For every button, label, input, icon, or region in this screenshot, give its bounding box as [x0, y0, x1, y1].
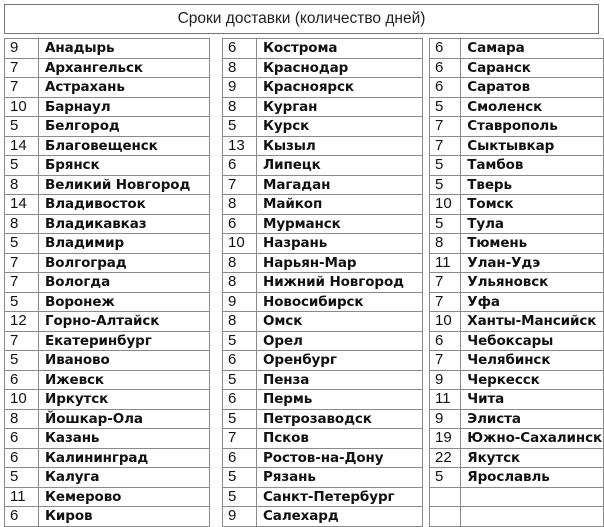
city-name-cell: Барнаул: [39, 97, 210, 117]
table-row: [430, 97, 604, 117]
table-row: [430, 351, 604, 371]
delivery-days-cell: 5: [5, 234, 39, 254]
city-name-cell: Якутск: [461, 448, 604, 468]
city-name-cell: Липецк: [257, 156, 423, 176]
delivery-days-cell: 5: [5, 156, 39, 176]
delivery-days-cell: 5: [5, 351, 39, 371]
city-name-cell: Калуга: [39, 468, 210, 488]
city-name-cell: Петрозаводск: [257, 409, 423, 429]
table-row: [430, 292, 604, 312]
city-name-cell: Вологда: [39, 273, 210, 293]
city-name-cell: Великий Новгород: [39, 175, 210, 195]
table-row: [430, 331, 604, 351]
city-name-cell: Краснодар: [257, 58, 423, 78]
table-row: [223, 117, 423, 137]
city-name-cell: Кострома: [257, 39, 423, 59]
delivery-days-cell: 5: [223, 468, 257, 488]
table-row: [430, 156, 604, 176]
delivery-days-cell: 13: [223, 136, 257, 156]
table-row: [5, 195, 210, 215]
city-name-cell: Салехард: [257, 507, 423, 527]
delivery-days-cell: 8: [5, 214, 39, 234]
delivery-days-cell: 6: [430, 331, 461, 351]
delivery-table-column-3: [429, 38, 604, 527]
delivery-days-cell: 5: [223, 117, 257, 137]
delivery-days-cell: 6: [5, 429, 39, 449]
delivery-days-cell: 22: [430, 448, 461, 468]
table-row: [223, 487, 423, 507]
table-row: [223, 448, 423, 468]
table-row: [430, 214, 604, 234]
city-name-cell: Смоленск: [461, 97, 604, 117]
table-row: [5, 253, 210, 273]
delivery-days-cell: 6: [5, 370, 39, 390]
city-name-cell: Ханты-Мансийск: [461, 312, 604, 332]
table-row: [223, 234, 423, 254]
city-name-cell: Новосибирск: [257, 292, 423, 312]
table-row: [430, 390, 604, 410]
table-row: [5, 487, 210, 507]
delivery-days-cell: 9: [5, 39, 39, 59]
delivery-days-cell: 11: [430, 253, 461, 273]
city-name-cell: Уфа: [461, 292, 604, 312]
delivery-days-cell: 11: [5, 487, 39, 507]
city-name-cell: Курск: [257, 117, 423, 137]
delivery-days-cell: 8: [223, 58, 257, 78]
table-row: [223, 351, 423, 371]
city-name-cell: Киров: [39, 507, 210, 527]
city-name-cell: Архангельск: [39, 58, 210, 78]
city-name-cell: Саранск: [461, 58, 604, 78]
city-name-cell: Кемерово: [39, 487, 210, 507]
city-name-cell: Мурманск: [257, 214, 423, 234]
table-row: [223, 331, 423, 351]
city-name-cell: Томск: [461, 195, 604, 215]
city-name-cell: Ростов-на-Дону: [257, 448, 423, 468]
delivery-days-cell: 5: [430, 214, 461, 234]
table-row: [5, 136, 210, 156]
table-row: [223, 97, 423, 117]
delivery-days-cell: 7: [5, 273, 39, 293]
delivery-days-cell: 7: [5, 253, 39, 273]
table-row: [223, 156, 423, 176]
table-row: [223, 292, 423, 312]
delivery-days-cell: 6: [223, 39, 257, 59]
city-name-cell: Челябинск: [461, 351, 604, 371]
delivery-days-cell: 5: [223, 409, 257, 429]
table-row: [430, 468, 604, 488]
city-name-cell: Орел: [257, 331, 423, 351]
table-row: [430, 195, 604, 215]
city-name-cell: Рязань: [257, 468, 423, 488]
table-row: [223, 409, 423, 429]
city-name-cell: Санкт-Петербург: [257, 487, 423, 507]
table-row: [430, 78, 604, 98]
city-name-cell: Екатеринбург: [39, 331, 210, 351]
city-name-cell: Ярославль: [461, 468, 604, 488]
city-name-cell: Анадырь: [39, 39, 210, 59]
delivery-days-cell: 7: [223, 175, 257, 195]
table-row: [223, 195, 423, 215]
delivery-days-cell: 7: [223, 429, 257, 449]
table-row: [223, 58, 423, 78]
city-name-cell: Казань: [39, 429, 210, 449]
table-row: [5, 390, 210, 410]
delivery-days-cell: 10: [430, 312, 461, 332]
table-row: [223, 273, 423, 293]
city-name-cell: Калининград: [39, 448, 210, 468]
delivery-days-cell: 11: [430, 390, 461, 410]
city-name-cell: Волгоград: [39, 253, 210, 273]
table-row: [5, 351, 210, 371]
table-row: [5, 370, 210, 390]
table-row: [5, 273, 210, 293]
table-row: [430, 58, 604, 78]
city-name-cell: Белгород: [39, 117, 210, 137]
city-name-cell: Омск: [257, 312, 423, 332]
city-name-cell: Воронеж: [39, 292, 210, 312]
city-name-cell: Ижевск: [39, 370, 210, 390]
delivery-days-cell: 5: [5, 117, 39, 137]
table-row: [5, 448, 210, 468]
delivery-days-cell: 7: [430, 292, 461, 312]
table-row: [430, 39, 604, 59]
delivery-days-cell: 9: [430, 409, 461, 429]
delivery-days-cell: 6: [223, 214, 257, 234]
table-row: [5, 39, 210, 59]
delivery-days-cell: [430, 487, 461, 507]
table-row: [223, 370, 423, 390]
city-name-cell: Улан-Удэ: [461, 253, 604, 273]
table-row: [223, 253, 423, 273]
table-row: [430, 117, 604, 137]
city-name-cell: Ульяновск: [461, 273, 604, 293]
delivery-days-cell: 9: [223, 292, 257, 312]
delivery-days-cell: 5: [223, 487, 257, 507]
delivery-days-cell: 6: [5, 507, 39, 527]
delivery-days-cell: 19: [430, 429, 461, 449]
table-row: [430, 448, 604, 468]
city-name-cell: Ставрополь: [461, 117, 604, 137]
delivery-days-cell: 6: [430, 78, 461, 98]
table-row: [5, 175, 210, 195]
table-row: [5, 58, 210, 78]
table-row: [223, 39, 423, 59]
city-name-cell: Кызыл: [257, 136, 423, 156]
delivery-days-cell: 8: [223, 253, 257, 273]
city-name-cell: [461, 487, 604, 507]
city-name-cell: Благовещенск: [39, 136, 210, 156]
city-name-cell: Тюмень: [461, 234, 604, 254]
delivery-days-cell: 8: [5, 409, 39, 429]
table-row: [430, 175, 604, 195]
delivery-days-cell: 7: [430, 273, 461, 293]
city-name-cell: Горно-Алтайск: [39, 312, 210, 332]
delivery-days-cell: 7: [430, 117, 461, 137]
table-row: [5, 429, 210, 449]
table-row: [430, 253, 604, 273]
delivery-days-cell: 7: [430, 136, 461, 156]
delivery-days-cell: 14: [5, 136, 39, 156]
delivery-days-cell: 14: [5, 195, 39, 215]
table-row: [430, 507, 604, 527]
table-row: [5, 214, 210, 234]
table-row: [223, 78, 423, 98]
delivery-days-cell: 5: [5, 292, 39, 312]
delivery-days-cell: 5: [430, 97, 461, 117]
city-name-cell: Красноярск: [257, 78, 423, 98]
delivery-days-cell: 5: [430, 175, 461, 195]
delivery-days-cell: 7: [430, 351, 461, 371]
table-row: [5, 292, 210, 312]
delivery-days-cell: 6: [223, 448, 257, 468]
city-name-cell: Саратов: [461, 78, 604, 98]
table-row: [430, 234, 604, 254]
table-row: [5, 234, 210, 254]
delivery-days-cell: 9: [223, 507, 257, 527]
delivery-days-cell: 12: [5, 312, 39, 332]
delivery-days-cell: 8: [223, 312, 257, 332]
table-row: [5, 468, 210, 488]
city-name-cell: Псков: [257, 429, 423, 449]
delivery-days-cell: 5: [223, 331, 257, 351]
city-name-cell: Нижний Новгород: [257, 273, 423, 293]
table-row: [430, 429, 604, 449]
table-row: [5, 312, 210, 332]
table-row: [223, 507, 423, 527]
delivery-days-cell: 7: [5, 331, 39, 351]
delivery-days-cell: 8: [223, 195, 257, 215]
delivery-days-cell: 10: [5, 97, 39, 117]
table-row: [430, 487, 604, 507]
table-row: [5, 507, 210, 527]
table-row: [430, 409, 604, 429]
city-name-cell: Пермь: [257, 390, 423, 410]
delivery-days-cell: 9: [430, 370, 461, 390]
table-row: [430, 370, 604, 390]
delivery-days-cell: 5: [430, 156, 461, 176]
table-row: [5, 156, 210, 176]
delivery-days-cell: 8: [223, 273, 257, 293]
table-row: [223, 175, 423, 195]
city-name-cell: Владикавказ: [39, 214, 210, 234]
delivery-days-cell: 6: [430, 58, 461, 78]
delivery-days-cell: 5: [430, 468, 461, 488]
delivery-days-cell: 10: [223, 234, 257, 254]
table-row: [5, 78, 210, 98]
city-name-cell: Чита: [461, 390, 604, 410]
table-title: Сроки доставки (количество дней): [4, 4, 599, 34]
city-name-cell: Сыктывкар: [461, 136, 604, 156]
table-row: [223, 429, 423, 449]
delivery-table-column-2: [222, 38, 423, 527]
city-name-cell: Самара: [461, 39, 604, 59]
delivery-days-cell: 8: [5, 175, 39, 195]
city-name-cell: Курган: [257, 97, 423, 117]
table-row: [223, 214, 423, 234]
delivery-days-cell: 6: [223, 390, 257, 410]
city-name-cell: Пенза: [257, 370, 423, 390]
city-name-cell: Майкоп: [257, 195, 423, 215]
table-row: [430, 136, 604, 156]
city-name-cell: Тверь: [461, 175, 604, 195]
table-row: [223, 390, 423, 410]
delivery-days-cell: 5: [223, 370, 257, 390]
city-name-cell: Иваново: [39, 351, 210, 371]
city-name-cell: Магадан: [257, 175, 423, 195]
delivery-days-cell: 8: [430, 234, 461, 254]
city-name-cell: Чебоксары: [461, 331, 604, 351]
delivery-days-cell: 6: [5, 448, 39, 468]
city-name-cell: Владивосток: [39, 195, 210, 215]
city-name-cell: Назрань: [257, 234, 423, 254]
city-name-cell: Нарьян-Мар: [257, 253, 423, 273]
city-name-cell: Тула: [461, 214, 604, 234]
table-row: [5, 117, 210, 137]
city-name-cell: Тамбов: [461, 156, 604, 176]
city-name-cell: Южно-Сахалинск: [461, 429, 604, 449]
city-name-cell: Оренбург: [257, 351, 423, 371]
delivery-days-cell: 6: [223, 351, 257, 371]
city-name-cell: Астрахань: [39, 78, 210, 98]
table-row: [223, 312, 423, 332]
delivery-days-cell: 10: [5, 390, 39, 410]
city-name-cell: Черкесск: [461, 370, 604, 390]
table-row: [5, 409, 210, 429]
table-row: [430, 312, 604, 332]
table-row: [5, 97, 210, 117]
delivery-days-cell: 7: [5, 78, 39, 98]
table-row: [5, 331, 210, 351]
city-name-cell: Иркутск: [39, 390, 210, 410]
delivery-days-cell: 6: [223, 156, 257, 176]
city-name-cell: Владимир: [39, 234, 210, 254]
delivery-days-cell: 8: [223, 97, 257, 117]
delivery-days-cell: [430, 507, 461, 527]
delivery-days-cell: 7: [5, 58, 39, 78]
delivery-days-cell: 5: [5, 468, 39, 488]
table-row: [430, 273, 604, 293]
delivery-days-cell: 6: [430, 39, 461, 59]
delivery-days-cell: 10: [430, 195, 461, 215]
table-row: [223, 468, 423, 488]
city-name-cell: Брянск: [39, 156, 210, 176]
table-row: [223, 136, 423, 156]
city-name-cell: [461, 507, 604, 527]
city-name-cell: Йошкар-Ола: [39, 409, 210, 429]
city-name-cell: Элиста: [461, 409, 604, 429]
delivery-table-column-1: [4, 38, 210, 527]
delivery-days-cell: 9: [223, 78, 257, 98]
